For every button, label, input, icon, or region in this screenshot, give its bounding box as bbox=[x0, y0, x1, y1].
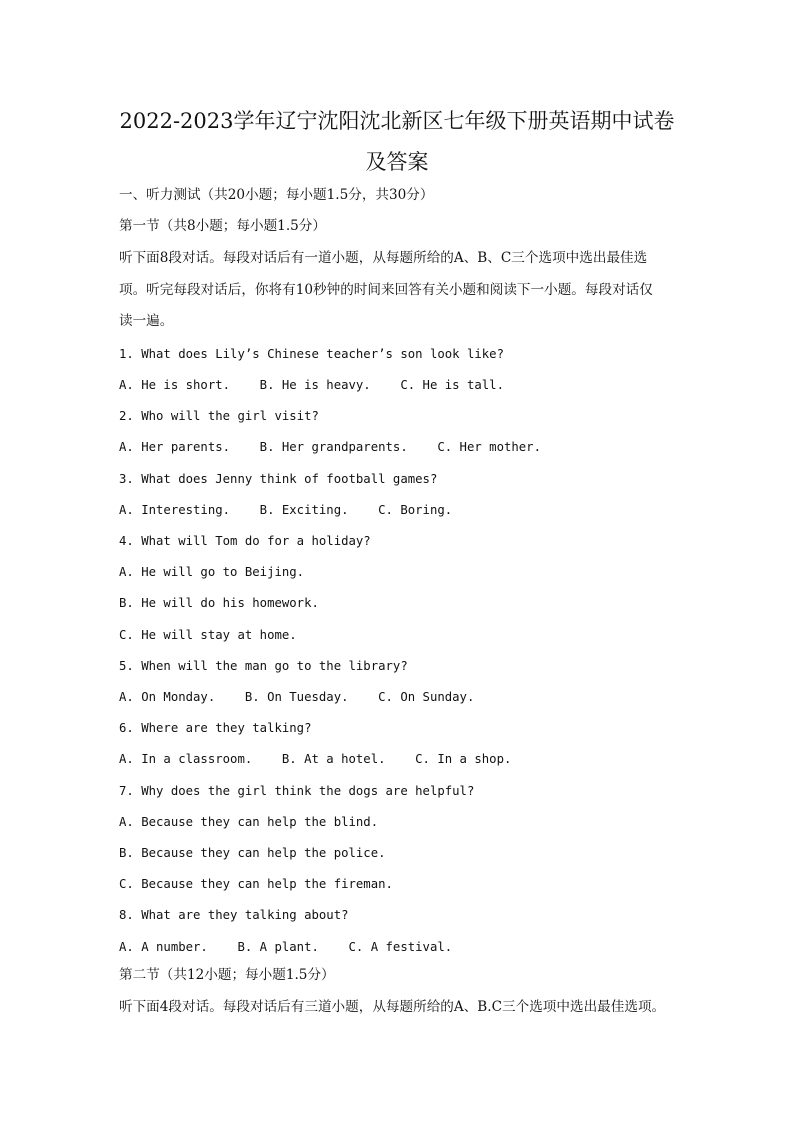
question-7-option-b: B. Because they can help the police. bbox=[119, 846, 386, 860]
question-7-option-c: C. Because they can help the fireman. bbox=[119, 877, 393, 891]
question-7: 7. Why does the girl think the dogs are helpful? bbox=[119, 784, 475, 798]
question-6: 6. Where are they talking? bbox=[119, 721, 312, 735]
question-4-option-c: C. He will stay at home. bbox=[119, 628, 297, 642]
question-7-option-a: A. Because they can help the blind. bbox=[119, 815, 379, 829]
question-2-options: A. Her parents. B. Her grandparents. C. Her mother. bbox=[119, 440, 541, 454]
part1-instruction-line: 听下面8段对话。每段对话后有一道小题，从每题所给的A、B、C三个选项中选出最佳选 bbox=[119, 250, 648, 266]
question-6-options: A. In a classroom. B. At a hotel. C. In a shop. bbox=[119, 752, 512, 766]
page-title: 2022-2023学年辽宁沈阳沈北新区七年级下册英语期中试卷 bbox=[119, 109, 675, 133]
question-2: 2. Who will the girl visit? bbox=[119, 409, 319, 423]
part1-heading: 第一节（共8小题；每小题1.5分） bbox=[119, 218, 326, 234]
question-5-options: A. On Monday. B. On Tuesday. C. On Sunday. bbox=[119, 690, 475, 704]
question-3: 3. What does Jenny think of football games? bbox=[119, 472, 438, 486]
question-3-options: A. Interesting. B. Exciting. C. Boring. bbox=[119, 503, 453, 517]
part1-instruction-line: 读一遍。 bbox=[119, 313, 174, 329]
question-1-options: A. He is short. B. He is heavy. C. He is tall. bbox=[119, 378, 504, 392]
part1-instruction-line: 项。听完每段对话后，你将有10秒钟的时间来回答有关小题和阅读下一小题。每段对话仅 bbox=[119, 282, 653, 298]
part2-instruction: 听下面4段对话。每段对话后有三道小题，从每题所给的A、B.C三个选项中选出最佳选项。 bbox=[119, 999, 666, 1015]
page-title-continued: 及答案 bbox=[365, 150, 429, 174]
question-8: 8. What are they talking about? bbox=[119, 908, 349, 922]
part2-heading: 第二节（共12小题；每小题1.5分） bbox=[119, 967, 335, 983]
question-4: 4. What will Tom do for a holiday? bbox=[119, 534, 371, 548]
question-1: 1. What does Lily’s Chinese teacher’s son look like? bbox=[119, 347, 504, 361]
section-heading: 一、听力测试（共20小题；每小题1.5分，共30分） bbox=[119, 187, 434, 203]
question-4-option-b: B. He will do his homework. bbox=[119, 596, 319, 610]
question-4-option-a: A. He will go to Beijing. bbox=[119, 565, 305, 579]
question-8-options: A. A number. B. A plant. C. A festival. bbox=[119, 940, 453, 954]
question-5: 5. When will the man go to the library? bbox=[119, 659, 408, 673]
